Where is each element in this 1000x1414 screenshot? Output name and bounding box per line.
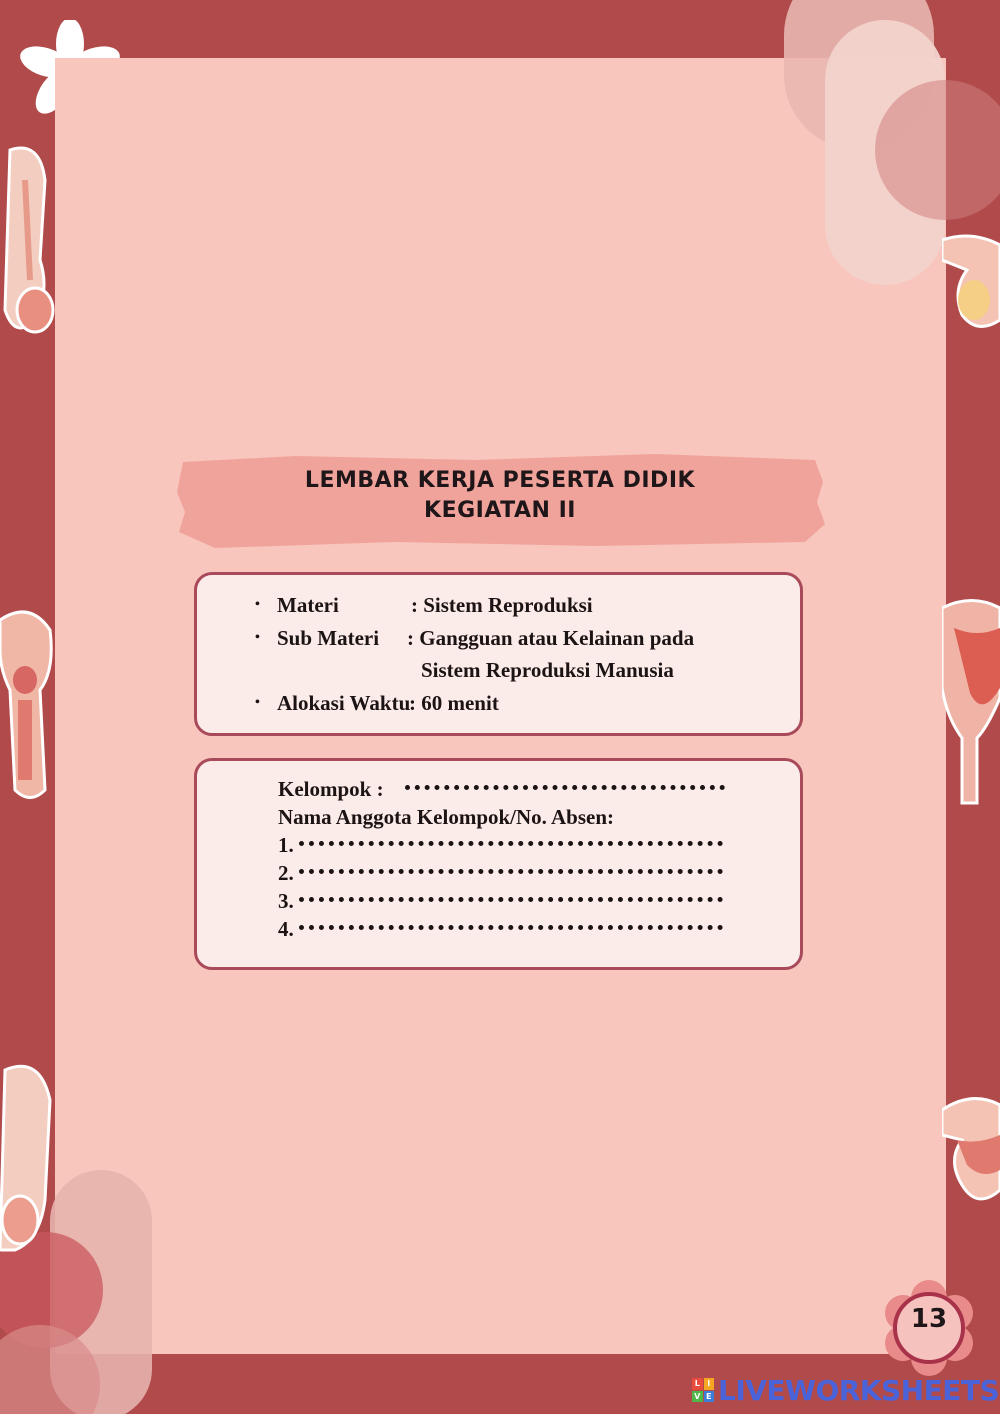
bullet: •	[255, 694, 260, 710]
bullet: •	[255, 629, 260, 645]
info-key: Sub Materi	[277, 625, 380, 650]
member-field[interactable]	[299, 841, 723, 846]
group-name-row	[278, 775, 614, 803]
group-box	[194, 758, 803, 970]
info-key: Alokasi Waktu	[277, 690, 411, 715]
logo-letter: E	[704, 1391, 715, 1403]
member-row	[278, 831, 614, 859]
liveworksheets-watermark	[692, 1374, 999, 1406]
info-key: Materi	[277, 593, 339, 617]
logo-letter: L	[692, 1378, 703, 1390]
title-line-1: LEMBAR KERJA PESERTA DIDIK	[304, 468, 696, 493]
info-value-continued: Sistem Reproduksi Manusia	[421, 658, 674, 682]
info-box	[194, 572, 803, 736]
female-reproductive-illustration-right-middle	[942, 598, 1000, 813]
group-name-field[interactable]	[405, 785, 725, 790]
members-label: Nama Anggota Kelompok/No. Absen:	[278, 805, 615, 829]
group-label: Kelompok :	[278, 777, 384, 801]
member-row	[278, 915, 614, 943]
female-reproductive-illustration-right-top	[942, 230, 1000, 340]
member-row	[278, 859, 614, 887]
liveworksheets-logo-icon	[692, 1378, 714, 1402]
members-label-row	[278, 803, 614, 831]
logo-letter: I	[704, 1378, 715, 1390]
member-number: 4.	[278, 917, 294, 941]
page-number: 13	[910, 1304, 948, 1334]
female-reproductive-illustration-right-bottom	[942, 1090, 1000, 1210]
title-line-2: KEGIATAN II	[424, 498, 576, 523]
member-number: 2.	[278, 861, 294, 885]
male-reproductive-illustration-left-bottom	[0, 1060, 60, 1260]
member-number: 3.	[278, 889, 294, 913]
info-value: : Sistem Reproduksi	[411, 593, 593, 617]
male-reproductive-illustration-left-top	[0, 140, 60, 350]
member-field[interactable]	[299, 897, 723, 902]
member-row	[278, 887, 614, 915]
bullet: •	[255, 597, 260, 612]
member-field[interactable]	[299, 925, 723, 930]
page-title	[175, 466, 825, 526]
member-field[interactable]	[299, 869, 723, 874]
info-value: : Gangguan atau Kelainan pada	[407, 625, 695, 650]
liveworksheets-text: LIVEWORKSHEETS	[718, 1373, 1000, 1407]
member-number: 1.	[278, 833, 294, 857]
info-value: : 60 menit	[409, 690, 499, 715]
male-reproductive-illustration-left-middle	[0, 600, 60, 810]
logo-letter: V	[692, 1391, 703, 1403]
